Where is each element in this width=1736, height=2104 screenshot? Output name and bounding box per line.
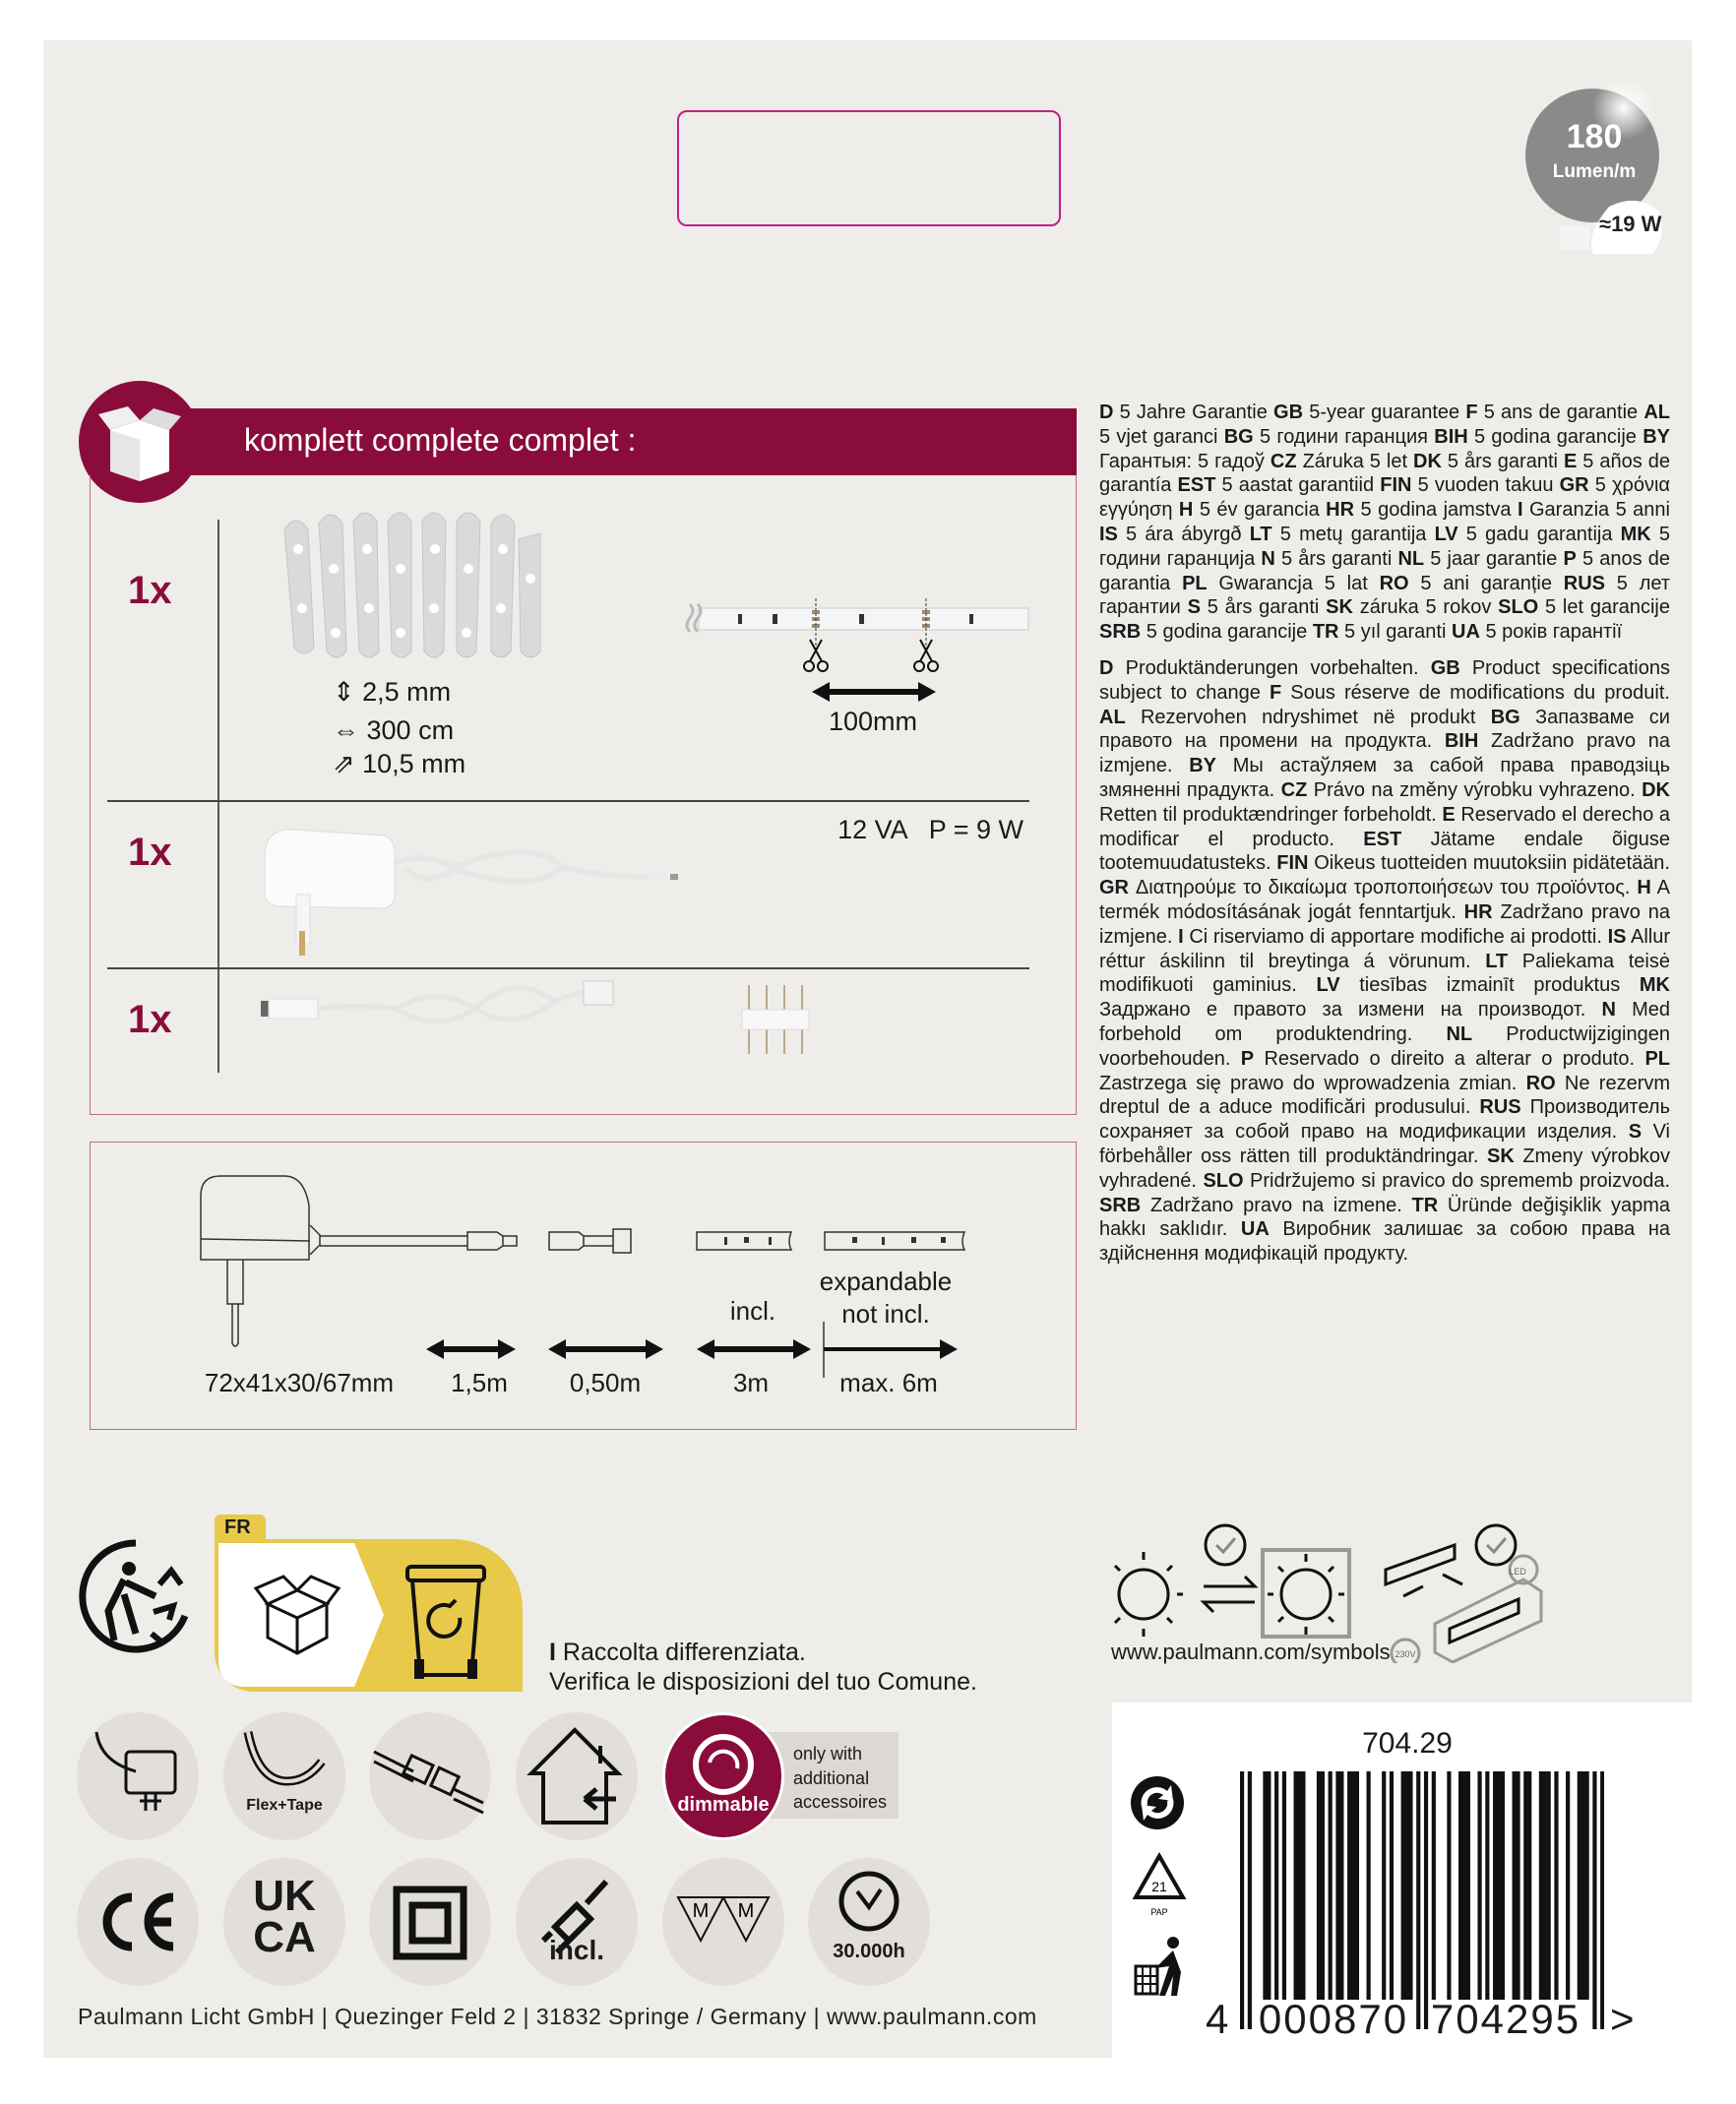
barcode-bar — [1248, 1771, 1252, 2029]
language-text: Διατηρούμε το δικαίωμα τροποποιήσεων του προϊόντος. — [1129, 877, 1638, 899]
language-text: Запазваме си правото на промени на продукта. — [1099, 706, 1670, 753]
cut-interval: 100mm — [828, 707, 918, 736]
article-number: 704.29 — [1362, 1727, 1453, 1760]
language-code: IS — [1607, 925, 1627, 948]
language-text: Oikeus tuotteiden muutoksiin pidätetään. — [1308, 852, 1670, 875]
barcode-bar — [1294, 1771, 1298, 2000]
contents-divider — [107, 967, 1029, 969]
dimmable-label: dimmable — [677, 1794, 770, 1816]
language-text: 5 ani garanție — [1408, 572, 1564, 594]
language-code: D — [1099, 656, 1114, 679]
language-text: A termék módosításának jogát fenntartjuk. — [1099, 877, 1670, 923]
product-changes-text — [1099, 656, 1670, 1267]
pap-label: PAP — [1150, 1907, 1168, 1917]
language-text: Sous réserve de modifications du produit. — [1281, 681, 1670, 704]
language-code: FIN — [1380, 474, 1412, 497]
barcode-bar — [1493, 1771, 1497, 2000]
language-text: 5 godina jamstva — [1354, 499, 1518, 522]
ce-mark-icon — [77, 1858, 199, 1986]
furniture-mark-icon — [662, 1858, 784, 1986]
language-code: HR — [1326, 499, 1355, 522]
language-text: 5 vjet garanci — [1099, 425, 1224, 448]
language-text: 5 gadu garantija — [1457, 523, 1621, 545]
language-text: 5 godina garancije — [1467, 425, 1643, 448]
barcode-bar — [1432, 1771, 1436, 2000]
language-code: I — [549, 1639, 556, 1666]
language-text: 5 metų garantija — [1271, 523, 1435, 545]
recycling-line-2: Verifica le disposizioni del tuo Comune. — [549, 1668, 977, 1696]
language-code: GB — [1273, 402, 1304, 423]
barcode-bar — [1513, 1771, 1517, 2000]
barcode-bar — [1523, 1771, 1527, 2000]
flex-tape-feature-icon — [223, 1712, 345, 1840]
language-code: E — [1563, 450, 1578, 472]
language-text: 5 jaar garantie — [1424, 547, 1564, 570]
barcode-bar — [1282, 1771, 1286, 2000]
adapter-size: 72x41x30/67mm — [204, 1368, 395, 1397]
cable-length-2: 0,50m — [569, 1368, 642, 1397]
language-text: Pridržujemo si pravico do sprememb proizvoda. — [1243, 1169, 1671, 1192]
language-code: SLO — [1498, 596, 1539, 619]
barcode-bar — [1355, 1771, 1359, 2000]
strip-width-value: 10,5 mm — [362, 749, 466, 778]
language-code: BG — [1223, 425, 1254, 448]
language-text: Právo na změny výrobku vyhrazeno. — [1307, 778, 1643, 801]
barcode-bar — [1592, 1771, 1596, 2029]
language-code: RUS — [1563, 572, 1606, 594]
m-mark: M — [692, 1900, 710, 1922]
led-strip-coil-image — [275, 510, 545, 665]
language-text: Zadržano pravo na izmjene. — [1099, 900, 1670, 948]
ean-quiet-zone-mark: > — [1610, 1996, 1635, 2042]
language-code: I — [1517, 499, 1523, 522]
extension-cable-image — [259, 979, 643, 1038]
barcode-bar — [1527, 1771, 1531, 2000]
language-code: SLO — [1203, 1169, 1244, 1192]
barcode-bar — [1416, 1771, 1420, 2029]
language-code: SRB — [1099, 1194, 1142, 1216]
strip-width: ⇗ 10,5 mm — [333, 749, 466, 778]
language-code: TR — [1411, 1194, 1439, 1216]
language-text: Zadržano pravo na izmjene. — [1099, 730, 1670, 777]
language-code: BIH — [1444, 730, 1479, 753]
adapter-spec: 12 VA P = 9 W — [837, 815, 1023, 844]
lumen-unit: Lumen/m — [1552, 161, 1637, 182]
language-code: DK — [1413, 450, 1442, 472]
language-text: 5 års garanti — [1274, 547, 1398, 570]
plug-drawing — [467, 1232, 517, 1250]
protection-class-2-icon — [369, 1858, 491, 1986]
barcode-bar — [1339, 1771, 1343, 2000]
ukca-top: UK — [253, 1872, 316, 1920]
language-text: Reservado el derecho a modificar el producto. — [1099, 803, 1670, 850]
sun-icon — [1281, 1570, 1331, 1619]
barcode-bar — [1543, 1771, 1547, 2000]
barcode-bar — [1539, 1771, 1543, 2000]
barcode-bar — [1301, 1771, 1305, 2000]
language-code: PL — [1182, 572, 1208, 594]
language-code: LT — [1485, 950, 1509, 972]
language-text: Záruka 5 let — [1296, 450, 1414, 472]
language-text: Garanzia 5 anni — [1522, 499, 1670, 522]
barcode-bar — [1497, 1771, 1501, 2000]
language-code: I — [1178, 925, 1184, 948]
max-length-label: max. 6m — [839, 1368, 938, 1397]
language-text: Produktänderungen vorbehalten. — [1113, 656, 1431, 679]
dimmable-note-line: additional — [793, 1767, 870, 1788]
sun-icon — [1119, 1570, 1168, 1619]
barcode-bar — [1404, 1771, 1408, 2000]
language-code: GR — [1559, 474, 1589, 497]
language-text: Vi förbehåller oss rätten till produktändringar. — [1099, 1121, 1670, 1167]
language-code: HR — [1463, 900, 1493, 923]
barcode-bar — [1516, 1771, 1519, 2000]
language-code: IS — [1099, 523, 1118, 545]
dimmable-note-line: accessoires — [793, 1792, 888, 1812]
language-text: 5 års garanti — [1441, 450, 1564, 472]
language-text: Ne rezervm dreptul de a aduce modificări produsului. — [1099, 1072, 1671, 1119]
pap-code: 21 — [1151, 1879, 1167, 1894]
ean-left-digits: 000870 — [1258, 1996, 1409, 2042]
language-code: E — [1442, 803, 1456, 826]
language-code: P — [1563, 547, 1577, 570]
connector-feature-icon — [369, 1712, 491, 1840]
language-text: Гарантыя: 5 гадоў — [1099, 450, 1271, 472]
guarantee-text — [1099, 401, 1670, 645]
language-code: FIN — [1276, 852, 1309, 875]
language-code: EST — [1177, 474, 1216, 497]
language-text: 5 aastat garantiid — [1215, 474, 1381, 497]
language-text: Мы астаўляем за сабой права праводзіць змяненні прадукта. — [1099, 755, 1671, 801]
language-text: Üründe değişiklik yapma hakkı saklıdır. — [1099, 1194, 1670, 1241]
language-text: Retten til produktændringer forbeholdt. — [1099, 803, 1443, 826]
contents-divider — [107, 800, 1029, 802]
barcode-bar — [1424, 1771, 1428, 2029]
adapter-feature-icon — [77, 1712, 199, 1840]
barcode-bar — [1581, 1771, 1585, 2000]
barcode-bar — [1401, 1771, 1405, 2000]
indoor-feature-icon — [516, 1712, 638, 1840]
contents-title: komplett complete complet : — [244, 422, 637, 458]
item-quantity: 1x — [128, 569, 172, 612]
dimension-arrow — [426, 1339, 516, 1359]
item-quantity: 1x — [128, 831, 172, 874]
swap-arrows-icon — [1204, 1577, 1255, 1612]
language-code: UA — [1240, 1218, 1270, 1241]
language-text: Productwijzigingen voorbehouden. — [1099, 1022, 1670, 1070]
dimension-arrow — [697, 1339, 811, 1359]
company-footer: Paulmann Licht GmbH | Quezinger Feld 2 | 31832 Springe / Germany | www.paulmann.com — [78, 2004, 1037, 2029]
language-text: Zadržano pravo na izmene. — [1141, 1194, 1412, 1216]
strip-height: ⇕ 2,5 mm — [333, 677, 452, 707]
strip-included-label: incl. — [729, 1296, 776, 1326]
barcode-bar — [1566, 1771, 1570, 2000]
barcode-bar — [1462, 1771, 1466, 2000]
pap-recycling-icon — [1130, 1852, 1189, 1921]
language-code: DK — [1642, 778, 1670, 801]
green-dot-icon — [1128, 1773, 1187, 1832]
language-code: TR — [1312, 621, 1339, 644]
language-code: LV — [1434, 523, 1458, 545]
barcode-bar — [1585, 1771, 1589, 2000]
language-code: S — [1187, 596, 1201, 619]
language-code: LT — [1249, 523, 1272, 545]
language-code: N — [1601, 999, 1616, 1021]
strip-height-value: 2,5 mm — [362, 677, 452, 707]
language-code: GR — [1099, 877, 1129, 899]
watt-equivalent: ≈19 W — [1599, 212, 1662, 236]
barcode-bar — [1547, 1771, 1551, 2000]
language-text: Paliekama teisė modifikuoti gaminius. — [1099, 950, 1670, 997]
language-text: 5 години гаранция — [1253, 425, 1435, 448]
not-included-label: not incl. — [841, 1299, 930, 1329]
barcode-bar — [1240, 1771, 1244, 2029]
language-code: UA — [1452, 621, 1480, 644]
language-code: MK — [1639, 974, 1670, 997]
lifetime-icon — [808, 1858, 930, 1986]
language-code: F — [1465, 402, 1478, 423]
package-window-cutout — [677, 110, 1061, 226]
legal-text-column — [1099, 401, 1670, 1278]
lumen-value: 180 — [1566, 118, 1623, 155]
language-text: Rezervohen ndryshimet në produkt — [1125, 706, 1491, 728]
language-code: GB — [1430, 656, 1460, 679]
barcode-bar — [1408, 1771, 1412, 2000]
language-text: 5 év garancia — [1193, 499, 1327, 522]
barcode-bar — [1382, 1771, 1386, 2000]
language-text: Производитель сохраняет за собой право на модификации изделия. — [1099, 1096, 1670, 1144]
language-text: Med forbehold om produktendring. — [1099, 999, 1670, 1045]
barcode-bar — [1329, 1771, 1333, 2000]
symbols-url[interactable]: www.paulmann.com/symbols — [1111, 1640, 1391, 1664]
language-text: 5 let garancije — [1538, 596, 1670, 619]
language-text: 5 лет гарантии — [1099, 572, 1670, 619]
recycling-line-1 — [549, 1639, 806, 1667]
language-text: Задржано е правото за измени на производот. — [1099, 999, 1602, 1021]
language-code: CZ — [1270, 450, 1297, 472]
language-code: BY — [1189, 755, 1216, 777]
language-code: SRB — [1099, 621, 1142, 644]
language-code: F — [1269, 681, 1282, 704]
language-code: AL — [1643, 402, 1670, 423]
barcode-bar — [1600, 1771, 1604, 2029]
language-code: H — [1637, 877, 1651, 899]
dimmable-note-line: only with — [793, 1744, 863, 1764]
dimmable-feature-icon — [662, 1712, 784, 1840]
language-text: Виробник залишає за собою права на здійснення модифікацій продукту. — [1099, 1218, 1670, 1266]
barcode-bar — [1466, 1771, 1470, 2000]
strip-length-label: 3m — [732, 1368, 770, 1397]
strip-length-value: 300 cm — [366, 715, 455, 745]
language-text: 5 anos de garantia — [1099, 547, 1670, 594]
plug-included-label: incl. — [548, 1935, 604, 1965]
strip-cut-detail — [684, 590, 1038, 709]
recycling-text: Raccolta differenziata. — [562, 1639, 806, 1666]
barcode-bar — [1263, 1771, 1267, 2000]
connector-pins-image — [737, 985, 816, 1054]
language-text: Gwarancja 5 lat — [1207, 572, 1380, 594]
language-code: NL — [1397, 547, 1425, 570]
barcode-bar — [1447, 1771, 1451, 2000]
led-label: LED — [1509, 1567, 1526, 1577]
language-text: záruka 5 rokov — [1352, 596, 1499, 619]
plug-included-icon — [516, 1858, 638, 1986]
tidyman-icon — [1130, 1935, 1189, 1998]
socket-drawing — [549, 1229, 631, 1253]
language-text: Allur réttur áskilinn til breytinga á vörunum. — [1099, 925, 1671, 972]
dimmer-icon — [665, 1725, 781, 1804]
dimmable-note — [793, 1742, 887, 1815]
barcode-bar — [1267, 1771, 1271, 2000]
language-code: CZ — [1280, 778, 1308, 801]
country-code: FR — [224, 1516, 251, 1538]
language-text: 5 años de garantía — [1099, 450, 1670, 497]
adapter-drawing — [201, 1176, 309, 1260]
barcode-bar — [1321, 1771, 1325, 2000]
language-code: PL — [1644, 1047, 1670, 1070]
barcode-bar — [1458, 1771, 1462, 2000]
ean-first-digit: 4 — [1206, 1996, 1229, 2042]
barcode-bar — [1347, 1771, 1351, 2000]
strip-length: ⇔ 300 cm — [333, 715, 455, 745]
language-code: NL — [1446, 1022, 1473, 1045]
barcode-bar — [1554, 1771, 1558, 2000]
language-text: 5 vuoden takuu — [1411, 474, 1560, 497]
cable-length-1: 1,5m — [451, 1368, 508, 1397]
barcode-bar — [1477, 1771, 1481, 2000]
language-text: 5 godina garancije — [1141, 621, 1313, 644]
voltage-label: 230V — [1395, 1649, 1416, 1659]
expandable-label: expandable — [819, 1267, 953, 1296]
barcode-bar — [1390, 1771, 1394, 2000]
flex-tape-label: Flex+Tape — [246, 1797, 323, 1814]
language-code: RO — [1525, 1072, 1556, 1094]
language-code: BG — [1490, 706, 1520, 728]
language-code: BIH — [1434, 425, 1468, 448]
language-text: Product specifications subject to change — [1099, 656, 1670, 704]
language-text: 5 років гарантії — [1479, 621, 1623, 644]
language-code: AL — [1099, 706, 1126, 728]
language-text: Reservado o direito a alterar o produto. — [1254, 1047, 1645, 1070]
barcode-bar — [1578, 1771, 1581, 2000]
language-text: Jätame endale õiguse tootemuudatusteks. — [1099, 828, 1670, 875]
language-text: 5 års garanti — [1200, 596, 1327, 619]
language-code: P — [1240, 1047, 1255, 1070]
language-text: Zmeny výrobkov vyhradené. — [1099, 1145, 1670, 1192]
language-text: 5 χρόνια εγγύηση — [1099, 474, 1670, 522]
lifetime-label: 30.000h — [833, 1941, 905, 1962]
dimension-arrow — [548, 1339, 663, 1359]
contents-divider-vertical — [217, 520, 219, 1073]
language-text: 5 yıl garanti — [1338, 621, 1452, 644]
language-text: 5 ans de garantie — [1477, 402, 1644, 423]
check-circle-icon — [1476, 1525, 1516, 1565]
barcode-bar — [1501, 1771, 1505, 2000]
barcode-bar — [1317, 1771, 1321, 2000]
dimension-arrow — [824, 1339, 958, 1359]
barcode-bar — [1485, 1771, 1489, 2000]
language-code: RUS — [1479, 1096, 1521, 1119]
language-code: BY — [1643, 425, 1670, 448]
language-text: 5 години гаранција — [1099, 523, 1670, 570]
language-code: N — [1261, 547, 1275, 570]
barcode-bar — [1335, 1771, 1339, 2000]
m-mark: M — [737, 1900, 755, 1922]
language-code: S — [1628, 1121, 1643, 1144]
recycling-bin-icon — [403, 1555, 491, 1683]
barcode-bar — [1367, 1771, 1371, 2000]
language-text: 5 Jahre Garantie — [1113, 402, 1274, 423]
language-text: Ci riserviamo di apportare modifiche ai prodotti. — [1183, 925, 1608, 948]
barcode-bar — [1297, 1771, 1301, 2000]
ukca-bottom: CA — [253, 1913, 316, 1961]
language-code: EST — [1363, 828, 1402, 850]
barcode-bar — [1351, 1771, 1355, 2000]
check-circle-icon — [1206, 1525, 1245, 1565]
barcode-bar — [1274, 1771, 1278, 2000]
language-code: SK — [1486, 1145, 1515, 1167]
lumen-badge — [1520, 79, 1678, 256]
language-code: H — [1178, 499, 1194, 522]
item-quantity: 1x — [128, 998, 172, 1041]
recycling-panel-inner — [218, 1543, 405, 1687]
ean-right-digits: 704295 — [1430, 1996, 1581, 2042]
power-adapter-image — [255, 818, 708, 956]
language-text: tiesības izmainīt produktus — [1339, 974, 1640, 997]
language-code: SK — [1326, 596, 1353, 619]
triman-icon — [75, 1535, 197, 1657]
driver-icon — [1386, 1545, 1455, 1584]
language-text: 5-year guarantee — [1303, 402, 1466, 423]
clock-icon — [841, 1874, 897, 1929]
language-code: MK — [1620, 523, 1651, 545]
ukca-mark-icon — [223, 1858, 345, 1986]
language-code: D — [1099, 402, 1114, 423]
language-code: LV — [1316, 974, 1340, 997]
language-code: RO — [1379, 572, 1409, 594]
language-text: 5 ára ábyrgð — [1117, 523, 1250, 545]
language-text: Zastrzega się prawo do wprowadzenia zmian. — [1099, 1072, 1526, 1094]
